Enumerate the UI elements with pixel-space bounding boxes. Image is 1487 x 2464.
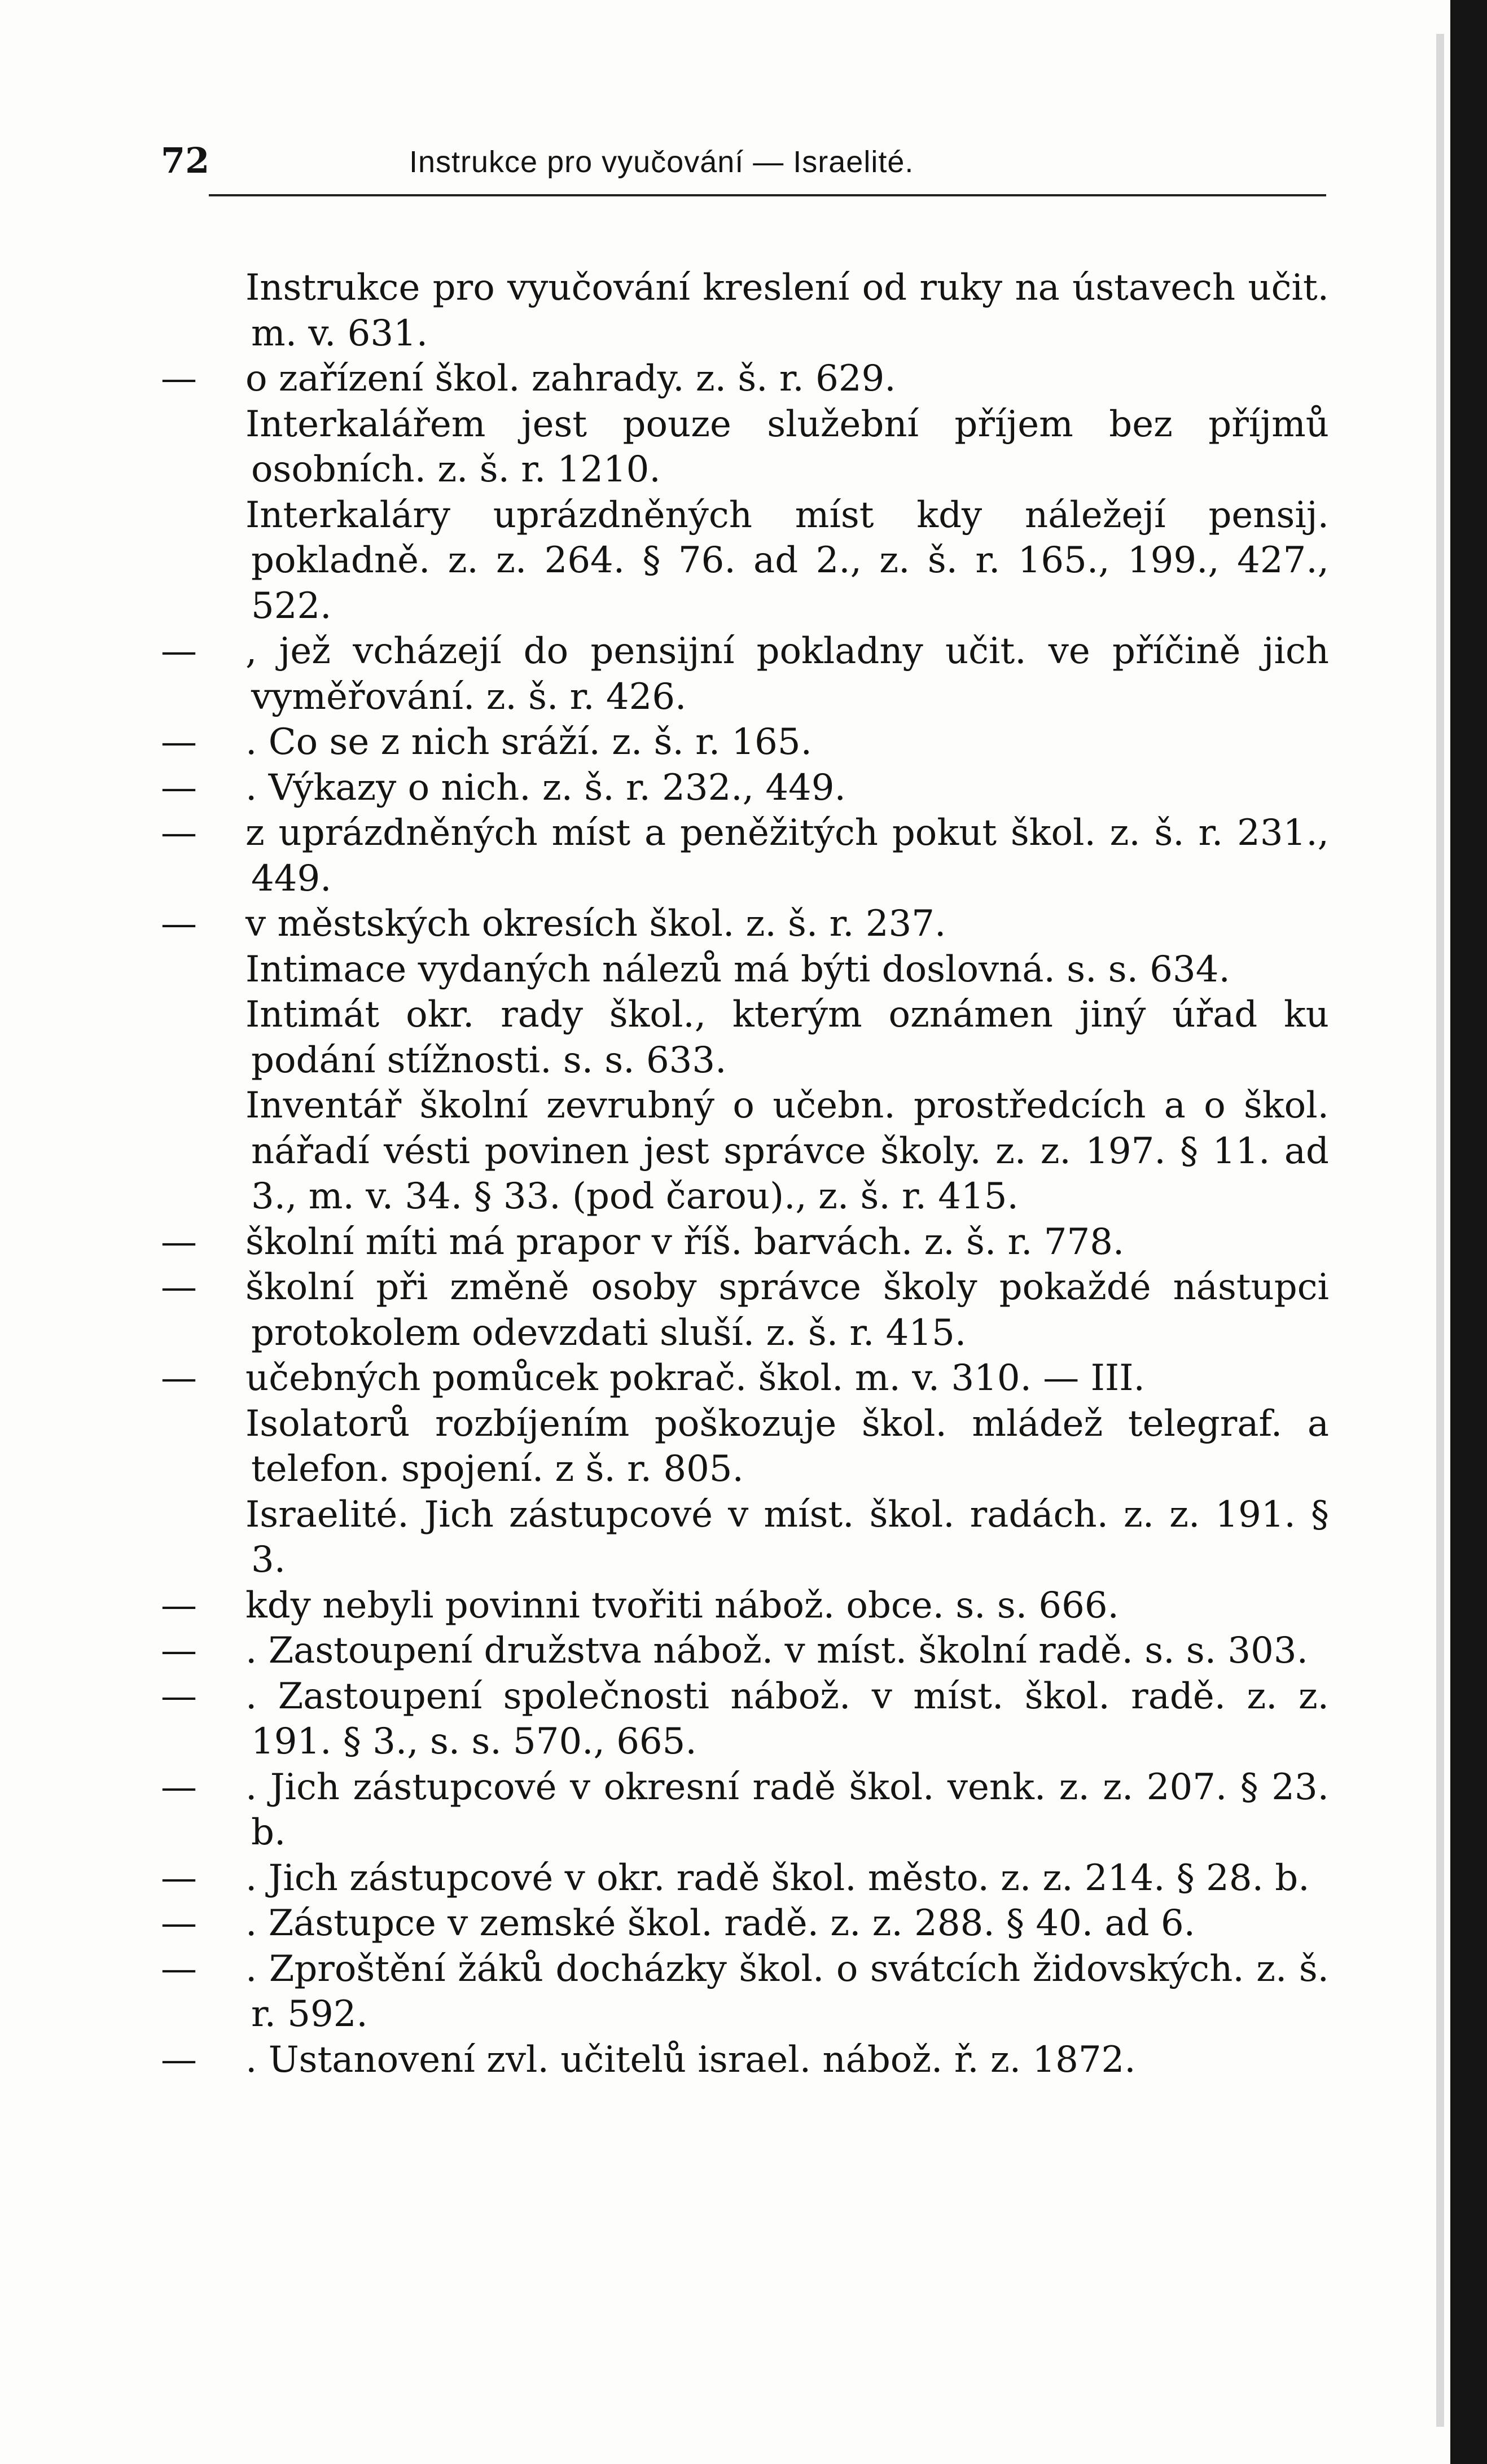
index-entry — [161, 1492, 1329, 1583]
index-entry — [161, 1083, 1329, 1220]
page-number: 72 — [161, 140, 210, 181]
entry-text: o zařízení škol. zahrady. z. š. r. 629. — [245, 358, 896, 400]
entry-text: Intimát okr. rady škol., kterým oznámen jiný úřad ku podání stížnosti. s. s. 633. — [245, 994, 1329, 1081]
entry-text: . Zástupce v zemské škol. radě. z. z. 288. § 40. ad 6. — [245, 1902, 1195, 1944]
entry-text: . Zproštění žáků docházky škol. o svátcích židovských. z. š. r. 592. — [245, 1948, 1329, 2035]
index-entry — [161, 1674, 1329, 1765]
entry-text: . Jich zástupcové v okresní radě škol. venk. z. z. 207. § 23. b. — [245, 1766, 1329, 1853]
entry-marker: — — [161, 358, 197, 400]
index-entry — [161, 1628, 1329, 1674]
entry-text: kdy nebyli povinni tvořiti nábož. obce. s. s. 666. — [245, 1584, 1119, 1626]
entry-text: . Zastoupení společnosti nábož. v míst. škol. radě. z. z. 191. § 3., s. s. 570., 665. — [245, 1675, 1329, 1762]
index-entry — [161, 1583, 1329, 1629]
entry-text: Isolatorů rozbíjením poškozuje škol. mládež telegraf. a telefon. spojení. z š. r. 805. — [245, 1402, 1329, 1490]
entry-marker: — — [161, 630, 197, 672]
index-entry — [161, 629, 1329, 720]
entry-marker: — — [161, 1584, 197, 1626]
index-entry — [161, 901, 1329, 947]
entry-marker: — — [161, 1766, 197, 1808]
index-entry — [161, 1220, 1329, 1265]
index-entry — [161, 810, 1329, 901]
entry-text: . Co se z nich sráží. z. š. r. 165. — [245, 721, 812, 763]
index-entry — [161, 947, 1329, 993]
index-entry — [161, 720, 1329, 765]
entry-marker: — — [161, 1266, 197, 1308]
index-entry — [161, 493, 1329, 629]
entry-text: Intimace vydaných nálezů má býti doslovná. s. s. 634. — [245, 948, 1230, 990]
entry-marker: — — [161, 1948, 197, 1990]
entry-marker: — — [161, 903, 197, 945]
header-rule — [209, 194, 1326, 196]
index-entries — [161, 265, 1329, 2082]
entry-text: . Jich zástupcové v okr. radě škol. město. z. z. 214. § 28. b. — [245, 1857, 1310, 1899]
entry-text: Inventář školní zevrubný o učebn. prostředcích a o škol. nářadí vésti povinen jest správce školy. z. z. 197. § 11. ad 3., m. v. 34. § 33. (pod čarou)., z. š. r. 415. — [245, 1085, 1329, 1217]
index-entry — [161, 1765, 1329, 1856]
entry-text: , jež vcházejí do pensijní pokladny učit. ve příčině jich vyměřování. z. š. r. 426. — [245, 630, 1329, 718]
scan-border — [1450, 0, 1487, 2464]
entry-marker: — — [161, 812, 197, 854]
entry-text: Instrukce pro vyučování kreslení od ruky na ústavech učit. m. v. 631. — [245, 267, 1329, 354]
entry-marker: — — [161, 1902, 197, 1944]
index-entry — [161, 356, 1329, 402]
index-entry — [161, 1401, 1329, 1492]
entry-marker: — — [161, 1857, 197, 1899]
entry-text: Interkalářem jest pouze služební příjem bez příjmů osobních. z. š. r. 1210. — [245, 403, 1329, 490]
index-entry — [161, 765, 1329, 811]
page-edge-strip — [1436, 34, 1444, 2427]
entry-text: . Výkazy o nich. z. š. r. 232., 449. — [245, 766, 846, 809]
entry-marker: — — [161, 1221, 197, 1263]
index-entry — [161, 1356, 1329, 1401]
entry-text: školní při změně osoby správce školy pokaždé nástupci protokolem odevzdati sluší. z. š. r. 415. — [245, 1266, 1329, 1354]
entry-text: . Ustanovení zvl. učitelů israel. nábož. ř. z. 1872. — [245, 2038, 1136, 2081]
index-entry — [161, 265, 1329, 356]
entry-text: školní míti má prapor v říš. barvách. z. š. r. 778. — [245, 1221, 1125, 1263]
index-entry — [161, 1856, 1329, 1901]
index-entry — [161, 1265, 1329, 1356]
entry-marker: — — [161, 721, 197, 763]
entry-text: v městských okresích škol. z. š. r. 237. — [245, 903, 946, 945]
page-header — [161, 140, 1323, 191]
running-title: Instrukce pro vyučování — Israelité. — [409, 145, 914, 179]
entry-text: z uprázdněných míst a peněžitých pokut škol. z. š. r. 231., 449. — [245, 812, 1329, 900]
index-entry — [161, 2037, 1329, 2083]
index-entry — [161, 1901, 1329, 1946]
entry-marker: — — [161, 2038, 197, 2081]
entry-marker: — — [161, 766, 197, 809]
entry-marker: — — [161, 1675, 197, 1717]
index-entry — [161, 402, 1329, 493]
entry-marker: — — [161, 1357, 197, 1399]
entry-text: Israelité. Jich zástupcové v míst. škol. radách. z. z. 191. § 3. — [245, 1493, 1329, 1581]
entry-text: učebných pomůcek pokrač. škol. m. v. 310. — III. — [245, 1357, 1145, 1399]
entry-marker: — — [161, 1630, 197, 1672]
index-entry — [161, 992, 1329, 1083]
index-entry — [161, 1946, 1329, 2037]
entry-text: . Zastoupení družstva nábož. v míst. školní radě. s. s. 303. — [245, 1630, 1308, 1672]
entry-text: Interkaláry uprázdněných míst kdy náležejí pensij. pokladně. z. z. 264. § 76. ad 2., z. š. r. 165., 199., 427., 522. — [245, 494, 1329, 627]
